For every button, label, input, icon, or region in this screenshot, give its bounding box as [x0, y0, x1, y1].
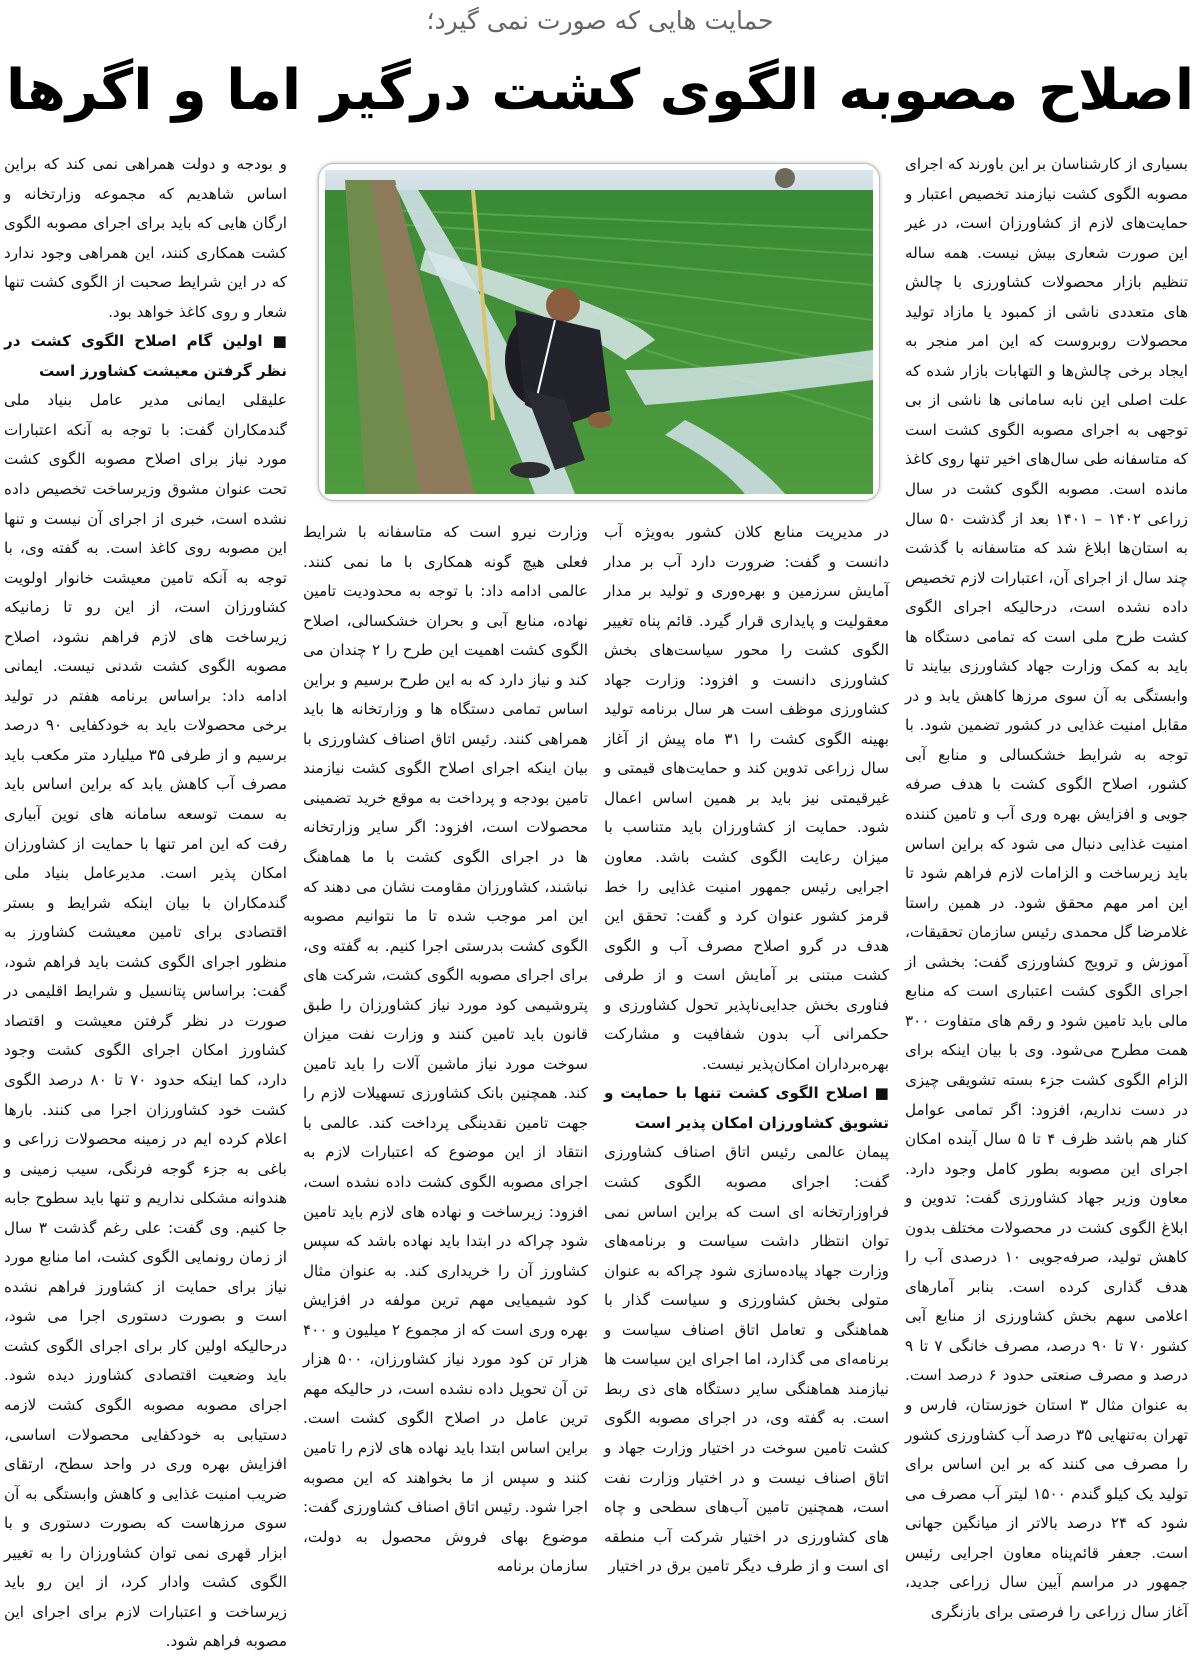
paragraph: علیقلی ایمانی مدیر عامل بنیاد ملی گندمکاران گفت: با توجه به آنکه اعتبارات مورد نیاز برای اصلاح مصوبه الگوی کشت تحت عنوان مشوق وزیرساخت تخصیص داده نشده است، خبری از اجرای آن نیست و تنها این مصوبه روی کاغذ است. به گفته وی، با توجه به آنکه تامین معیشت خانوار اولویت کشاورزان است، از این رو تا زمانیکه زیرساخت های لازم فراهم نشود، اصلاح مصوبه الگوی کشت شدنی نیست. ایمانی ادامه داد: براساس برنامه هفتم در تولید برخی محصولات باید به خودکفایی ۹۰ درصد برسیم و از طرفی ۳۵ میلیارد متر مکعب باید مصرف آب کاهش یابد که براین اساس باید به سمت توسعه سامانه های نوین آبیاری رفت که این امر تنها با حمایت از کشاورزان امکان پذیر است. مدیرعامل بنیاد ملی گندمکاران با بیان اینکه شرایط و بستر اقتصادی برای تامین معیشت کشاورز به منظور اجرای الگوی کشت باید فراهم شود، گفت: براساس پتانسیل و شرایط اقلیمی در صورت در نظر گرفتن معیشت و اقتصاد کشاورز امکان اجرای الگوی کشت وجود دارد، کما اینکه حدود ۷۰ تا ۸۰ درصد الگوی کشت خود کشاورزان اجرا می کنند. بارها اعلام کرده ایم در زمینه محصولات زراعی و باغی به جزء گوجه فرنگی، سیب زمینی و هندوانه مشکلی نداریم و تنها باید سطوح جابه جا کنیم. وی گفت: علی رغم گذشت ۳ سال از زمان رونمایی الگوی کشت، اما منابع مورد نیاز برای حمایت از کشاورز فراهم نشده است و بصورت دستوری اجرا می شود، درحالیکه اولین کار برای اجرای الگوی کشت باید وضعیت اقتصادی کشاورز دیده شود. اجرای مصوبه مصوبه الگوی کشت لازمه دستیابی به خودکفایی محصولات اساسی، افزایش بهره وری در واحد سطح، ارتقای ضریب امنیت غذایی و کاهش وابستگی به آن سوی مرزهاست که بصورت دستوری و با ابزار قهری نمی توان کشاورزان را به تغییر الگوی کشت وادار کرد، از این رو باید زیرساخت و اعتبارات لازم برای اجرای این مصوبه فراهم شود. [4, 391, 288, 1651]
column-4 [4, 150, 288, 1651]
subheading: ■ اصلاح الگوی کشت تنها با حمایت و تشویق کشاورزان امکان پذیر است [604, 1084, 889, 1132]
paragraph: و بودجه و دولت همراهی نمی کند که براین اساس شاهدیم که مجموعه وزارتخانه و ارگان هایی که باید برای اجرای مصوبه الگوی کشت همکاری کنند، این همراهی وجود ندارد که در این شرایط صحبت از الگوی کشت تنها شعار و روی کاغذ خواهد بود. [4, 155, 287, 321]
column-1 [905, 150, 1189, 1621]
headline: اصلاح مصوبه الگوی کشت درگیر اما و اگرها [5, 58, 1195, 123]
subheading: ■ اولین گام اصلاح الگوی کشت در نظر گرفتن معیشت کشاورز است [4, 332, 287, 380]
kicker: حمایت هایی که صورت نمی گیرد؛ [426, 6, 774, 35]
paragraph: بسیاری از کارشناسان بر این باورند که اجرای مصوبه الگوی کشت نیازمند تخصیص اعتبار و حمایت‌های لازم از کشاورزان است، در غیر این صورت شعاری بیش نیست. همه ساله تنظیم بازار محصولات کشاورزی با چالش های متعددی ناشی از کمبود یا مازاد تولید محصولات روبروست که این امر منجر به ایجاد برخی چالش‌ها و التهابات بازار شده که علت اصلی این نابه سامانی ها ناشی از بی توجهی به اجرای مصوبه الگوی کشت است که متاسفانه طی سال‌های اخیر تنها روی کاغذ مانده است. مصوبه الگوی کشت در سال زراعی ۱۴۰۲ – ۱۴۰۱ بعد از گذشت ۵۰ سال به استان‌ها ابلاغ شد که متاسفانه با گذشت چند سال از اجرای آن، اعتبارات لازم تخصیص داده نشده است، درحالیکه اجرای الگوی کشت طرح ملی است که تمامی دستگاه ها باید به کمک وزارت جهاد کشاورزی بیایند تا وابستگی به آن سوی مرزها کاهش یابد و در مقابل امنیت غذایی در کشور تضمین شود. با توجه به شرایط خشکسالی و منابع آبی کشور، اصلاح الگوی کشت با هدف صرفه جویی و افزایش بهره وری آب و تامین کننده امنیت غذایی دنبال می شود که براین اساس باید زیرساخت و الزامات لازم فراهم شود تا این امر مهم محقق شود. در همین راستا غلامرضا گل محمدی رئیس سازمان تحقیقات، آموزش و ترویج کشاورزی گفت: بخشی از اجرای الگوی کشت اعتباری است که منابع مالی باید تامین شود و رقم های متفاوت ۳۰۰ همت مطرح می‌شود. وی با بیان اینکه برای الزام الگوی کشت جزء بسته تشویقی چیزی در دست نداریم، افزود: اگر تمامی عوامل کنار هم باشد ظرف ۴ تا ۵ سال آینده امکان اجرای این مصوبه بطور کامل وجود دارد. معاون وزیر جهاد کشاورزی گفت: تدوین و ابلاغ الگوی کشت در محصولات مختلف بدون کاهش تولید، صرفه‌جویی ۱۰ درصدی آب را هدف گذاری کرده است. بنابر آمارهای اعلامی سهم بخش کشاورزی از منابع آبی کشور ۷۰ تا ۹۰ درصد، مصرف خانگی ۷ تا ۹ درصد و مصرف صنعتی حدود ۶ درصد است. به عنوان مثال ۳ استان خوزستان، فارس و تهران به‌تنهایی ۳۵ درصد آب کشاورزی کشور را مصرف می کنند که بر این اساس برای تولید یک کیلو گندم ۱۵۰۰ لیتر آب مصرف می شود که ۲۴ درصد بالاتر از میانگین جهانی است. جعفر قائم‌پناه معاون اجرایی رئیس جمهور در مراسم آیین سال زراعی جدید، آغاز سال زراعی را فرصتی برای بازنگری [905, 155, 1189, 1621]
farmer-in-field-photo [325, 170, 873, 494]
photo-frame [318, 163, 880, 501]
paragraph: در مدیریت منابع کلان کشور به‌ویژه آب دانست و گفت: ضرورت دارد آب بر مدار آمایش سرزمین و بهره‌وری و تولید بر مدار معقولیت و پایداری قرار گیرد. قائم پناه تغییر الگوی کشت را محور سیاست‌های بخش کشاورزی دانست و افزود: وزارت جهاد کشاورزی موظف است هر سال برنامه تولید بهینه الگوی کشت را ۳۱ ماه پیش از آغاز سال زراعی تدوین کند و حمایت‌های قیمتی و غیرقیمتی نیز باید بر همین اساس اعمال شود. حمایت از کشاورزان باید متناسب با میزان رعایت الگوی کشت باشد. معاون اجرایی رئیس جمهور امنیت غذایی را خط قرمز کشور عنوان کرد و گفت: تحقق این هدف در گرو اصلاح مصرف آب و الگوی کشت مبتنی بر آمایش است و از طرفی فناوری بخش جدایی‌ناپذیر تحول کشاورزی و حکمرانی آب بدون شفافیت و مشارکت بهره‌برداران امکان‌پذیر نیست. [604, 523, 889, 1073]
column-3 [303, 518, 589, 1576]
paragraph: پیمان عالمی رئیس اتاق اصناف کشاورزی گفت: اجرای مصوبه الگوی کشت فراوزارتخانه ای است که براین اساس نمی توان انتظار داشت سیاست و برنامه‌های وزارت جهاد پیاده‌سازی شود چراکه به عنوان متولی بخش کشاورزی و سیاست گذار با هماهنگی و تعامل اتاق اصناف سیاست و برنامه‌ای می گذارد، اما اجرای این سیاست ها نیازمند هماهنگی سایر دستگاه های ذی ربط است. به گفته وی، در اجرای مصوبه الگوی کشت تامین سوخت در اختیار وزارت جهاد و اتاق اصناف نیست و در اختیار وزارت نفت است، همچنین تامین آب‌های سطحی و چاه های کشاورزی در اختیار شرکت آب منطقه ای است و از طرف دیگر تامین برق در اختیار [604, 1143, 889, 1576]
column-2 [604, 518, 889, 1576]
paragraph: وزارت نیرو است که متاسفانه با شرایط فعلی هیچ گونه همکاری با ما نمی کنند. عالمی ادامه داد: با توجه به محدودیت تامین نهاده، منابع آبی و بحران خشکسالی، اصلاح الگوی کشت اهمیت این طرح را ۲ چندان می کند و نیاز دارد که به این طرح برسیم و براین اساس تمامی دستگاه ها و وزارتخانه ها باید همراهی کنند. رئیس اتاق اصناف کشاورزی با بیان اینکه اجرای اصلاح الگوی کشت نیازمند تامین بودجه و پرداخت به موقع خرید تضمینی محصولات است، افزود: اگر سایر وزارتخانه ها در اجرای الگوی کشت با ما هماهنگ نباشند، کشاورزان مقاومت نشان می دهند که این امر موجب شده تا ما نتوانیم مصوبه الگوی کشت بدرستی اجرا کنیم. به گفته وی، برای اجرای مصوبه الگوی کشت، شرکت های پتروشیمی کود مورد نیاز کشاورزان را طبق قانون باید تامین کنند و وزارت نفت میزان سوخت مورد نیاز ماشین آلات را باید تامین کند. همچنین بانک کشاورزی تسهیلات لازم را جهت تامین نقدینگی پرداخت کند. عالمی با انتقاد از این موضوع که اعتبارات لازم به اجرای مصوبه الگوی کشت داده نشده است، افزود: زیرساخت و نهاده های لازم باید تامین شود چراکه در ابتدا باید نهاده باشد که سپس کشاورز آن را خریداری کند. به عنوان مثال کود شیمیایی مهم ترین مولفه در افزایش بهره وری است که از مجموع ۲ میلیون و ۴۰۰ هزار تن کود مورد نیاز کشاورزان، ۵۰۰ هزار تن آن تحویل داده نشده است، در حالیکه مهم ترین عامل در اصلاح الگوی کشت است. براین اساس ابتدا باید نهاده های لازم را تامین کنند و سپس از ما بخواهند که این مصوبه اجرا شود. رئیس اتاق اصناف کشاورزی گفت: موضوع بهای فروش محصول به دولت، سازمان برنامه [303, 523, 589, 1576]
